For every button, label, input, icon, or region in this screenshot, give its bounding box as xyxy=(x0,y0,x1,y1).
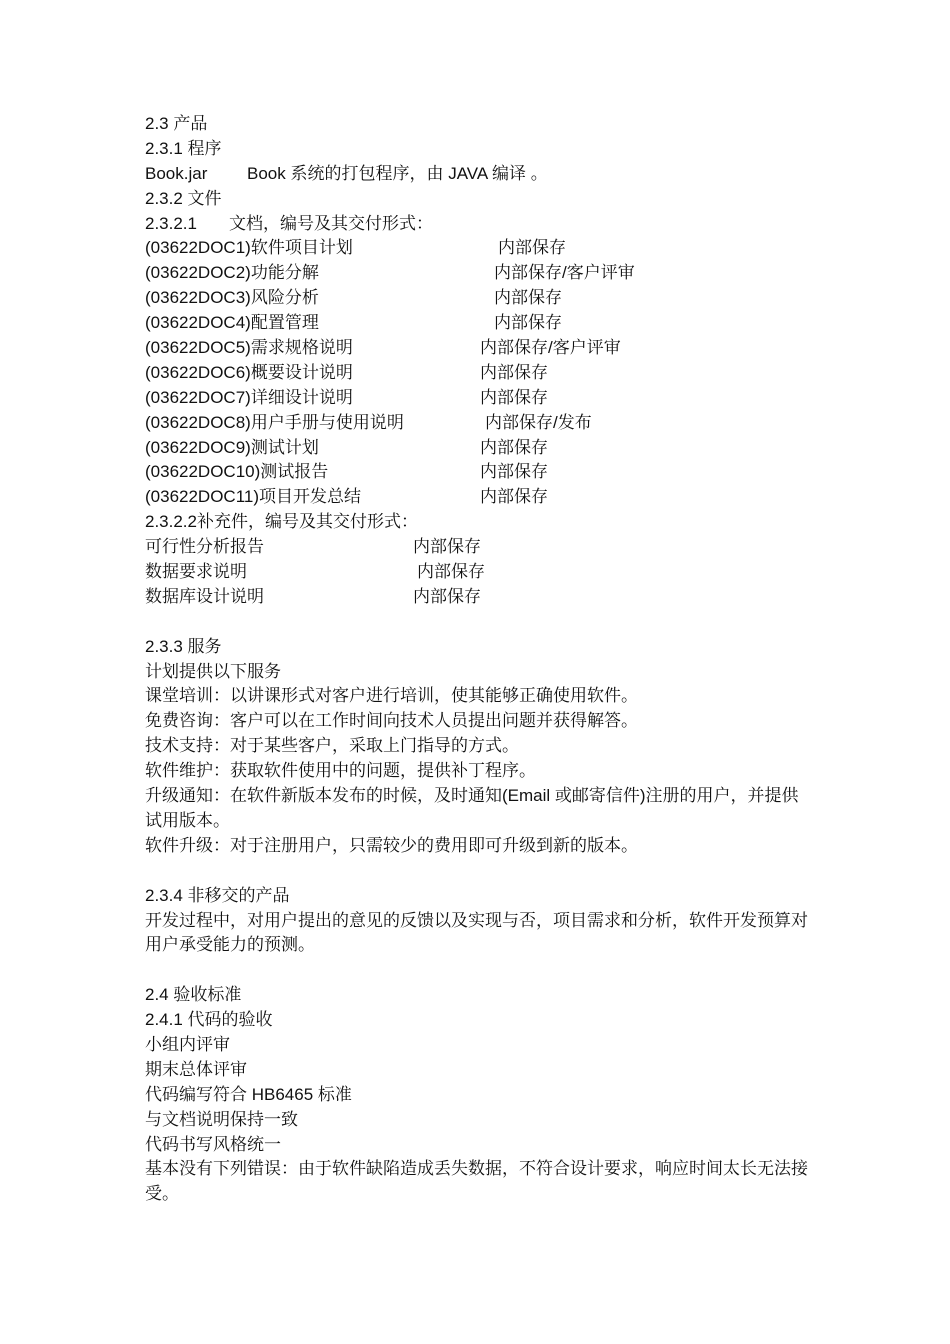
doc-row xyxy=(145,411,825,436)
doc-name: (03622DOC5)需求规格说明 xyxy=(145,338,353,358)
service-item: 升级通知：在软件新版本发布的时候，及时通知(Email 或邮寄信件)注册的用户，并提供试用版本。 xyxy=(145,786,799,830)
heading-2-3-2-1-num: 2.3.2.1 xyxy=(145,213,197,233)
supplement-name: 可行性分析报告 xyxy=(145,537,264,557)
code-item: 小组内评审 xyxy=(145,1035,230,1055)
doc-form: 内部保存/发布 xyxy=(485,412,592,432)
doc-form: 内部保存 xyxy=(494,288,562,308)
doc-row xyxy=(145,261,825,286)
spacer xyxy=(145,610,825,635)
doc-name: (03622DOC2)功能分解 xyxy=(145,263,319,283)
heading-2-3-2-1-text: 文档，编号及其交付形式： xyxy=(229,213,433,233)
doc-form: 内部保存 xyxy=(498,238,566,258)
spacer xyxy=(145,859,825,884)
service-item: 计划提供以下服务 xyxy=(145,661,281,681)
supplement-row xyxy=(145,535,825,560)
doc-row xyxy=(145,386,825,411)
code-item: 基本没有下列错误：由于软件缺陷造成丢失数据，不符合设计要求，响应时间太长无法接受。 xyxy=(145,1159,808,1204)
doc-form: 内部保存 xyxy=(494,313,562,333)
heading-2-3-3: 2.3.3 服务 xyxy=(145,636,222,656)
doc-row xyxy=(145,436,825,461)
supplement-form: 内部保存 xyxy=(413,586,481,606)
heading-2-3-2-1 xyxy=(145,212,825,237)
supplement-name: 数据库设计说明 xyxy=(145,586,264,606)
doc-form: 内部保存 xyxy=(480,437,548,457)
heading-2-3-2: 2.3.2 文件 xyxy=(145,188,222,208)
service-item: 免费咨询：客户可以在工作时间向技术人员提出问题并获得解答。 xyxy=(145,711,638,731)
service-item: 软件升级：对于注册用户，只需较少的费用即可升级到新的版本。 xyxy=(145,835,638,855)
doc-row xyxy=(145,286,825,311)
heading-2-3-4: 2.3.4 非移交的产品 xyxy=(145,885,290,905)
doc-name: (03622DOC1)软件项目计划 xyxy=(145,238,353,258)
doc-name: (03622DOC4)配置管理 xyxy=(145,313,319,333)
supplement-row xyxy=(145,560,825,585)
program-desc: Book 系统的打包程序，由 JAVA 编译 。 xyxy=(247,163,548,183)
doc-row xyxy=(145,485,825,510)
service-item: 软件维护：获取软件使用中的问题，提供补丁程序。 xyxy=(145,761,536,781)
supplement-row xyxy=(145,585,825,610)
doc-name: (03622DOC9)测试计划 xyxy=(145,437,319,457)
doc-form: 内部保存/客户评审 xyxy=(494,263,635,283)
doc-form: 内部保存 xyxy=(480,462,548,482)
code-item: 期末总体评审 xyxy=(145,1059,247,1079)
code-item: 代码书写风格统一 xyxy=(145,1134,281,1154)
supplement-form: 内部保存 xyxy=(417,562,485,582)
heading-2-3: 2.3 产品 xyxy=(145,114,208,133)
supplement-form: 内部保存 xyxy=(413,537,481,557)
doc-form: 内部保存 xyxy=(480,362,548,382)
heading-2-4: 2.4 验收标准 xyxy=(145,985,242,1005)
service-item: 课堂培训：以讲课形式对客户进行培训，使其能够正确使用软件。 xyxy=(145,686,638,706)
program-name: Book.jar xyxy=(145,163,208,183)
code-item: 代码编写符合 HB6465 标准 xyxy=(145,1084,352,1104)
doc-name: (03622DOC11)项目开发总结 xyxy=(145,487,362,507)
doc-row xyxy=(145,236,825,261)
doc-name: (03622DOC3)风险分析 xyxy=(145,288,319,308)
doc-row xyxy=(145,460,825,485)
doc-name: (03622DOC10)测试报告 xyxy=(145,462,329,482)
supplement-name: 数据要求说明 xyxy=(145,562,247,582)
spacer xyxy=(145,958,825,983)
code-item: 与文档说明保持一致 xyxy=(145,1109,298,1129)
nontransfer-paragraph: 开发过程中，对用户提出的意见的反馈以及实现与否，项目需求和分析，软件开发预算对用户承受能力的预测。 xyxy=(145,910,808,955)
service-item: 技术支持：对于某些客户，采取上门指导的方式。 xyxy=(145,736,519,756)
doc-form: 内部保存 xyxy=(480,487,548,507)
heading-2-3-1: 2.3.1 程序 xyxy=(145,138,222,158)
doc-row xyxy=(145,311,825,336)
heading-2-4-1: 2.4.1 代码的验收 xyxy=(145,1010,273,1030)
doc-name: (03622DOC7)详细设计说明 xyxy=(145,387,353,407)
doc-row xyxy=(145,336,825,361)
doc-form: 内部保存/客户评审 xyxy=(480,338,621,358)
doc-form: 内部保存 xyxy=(480,387,548,407)
doc-name: (03622DOC8)用户手册与使用说明 xyxy=(145,412,404,432)
doc-name: (03622DOC6)概要设计说明 xyxy=(145,362,353,382)
heading-2-3-2-2: 2.3.2.2补充件，编号及其交付形式： xyxy=(145,512,418,532)
document-page xyxy=(145,112,825,1207)
program-row xyxy=(145,162,825,187)
doc-row xyxy=(145,361,825,386)
